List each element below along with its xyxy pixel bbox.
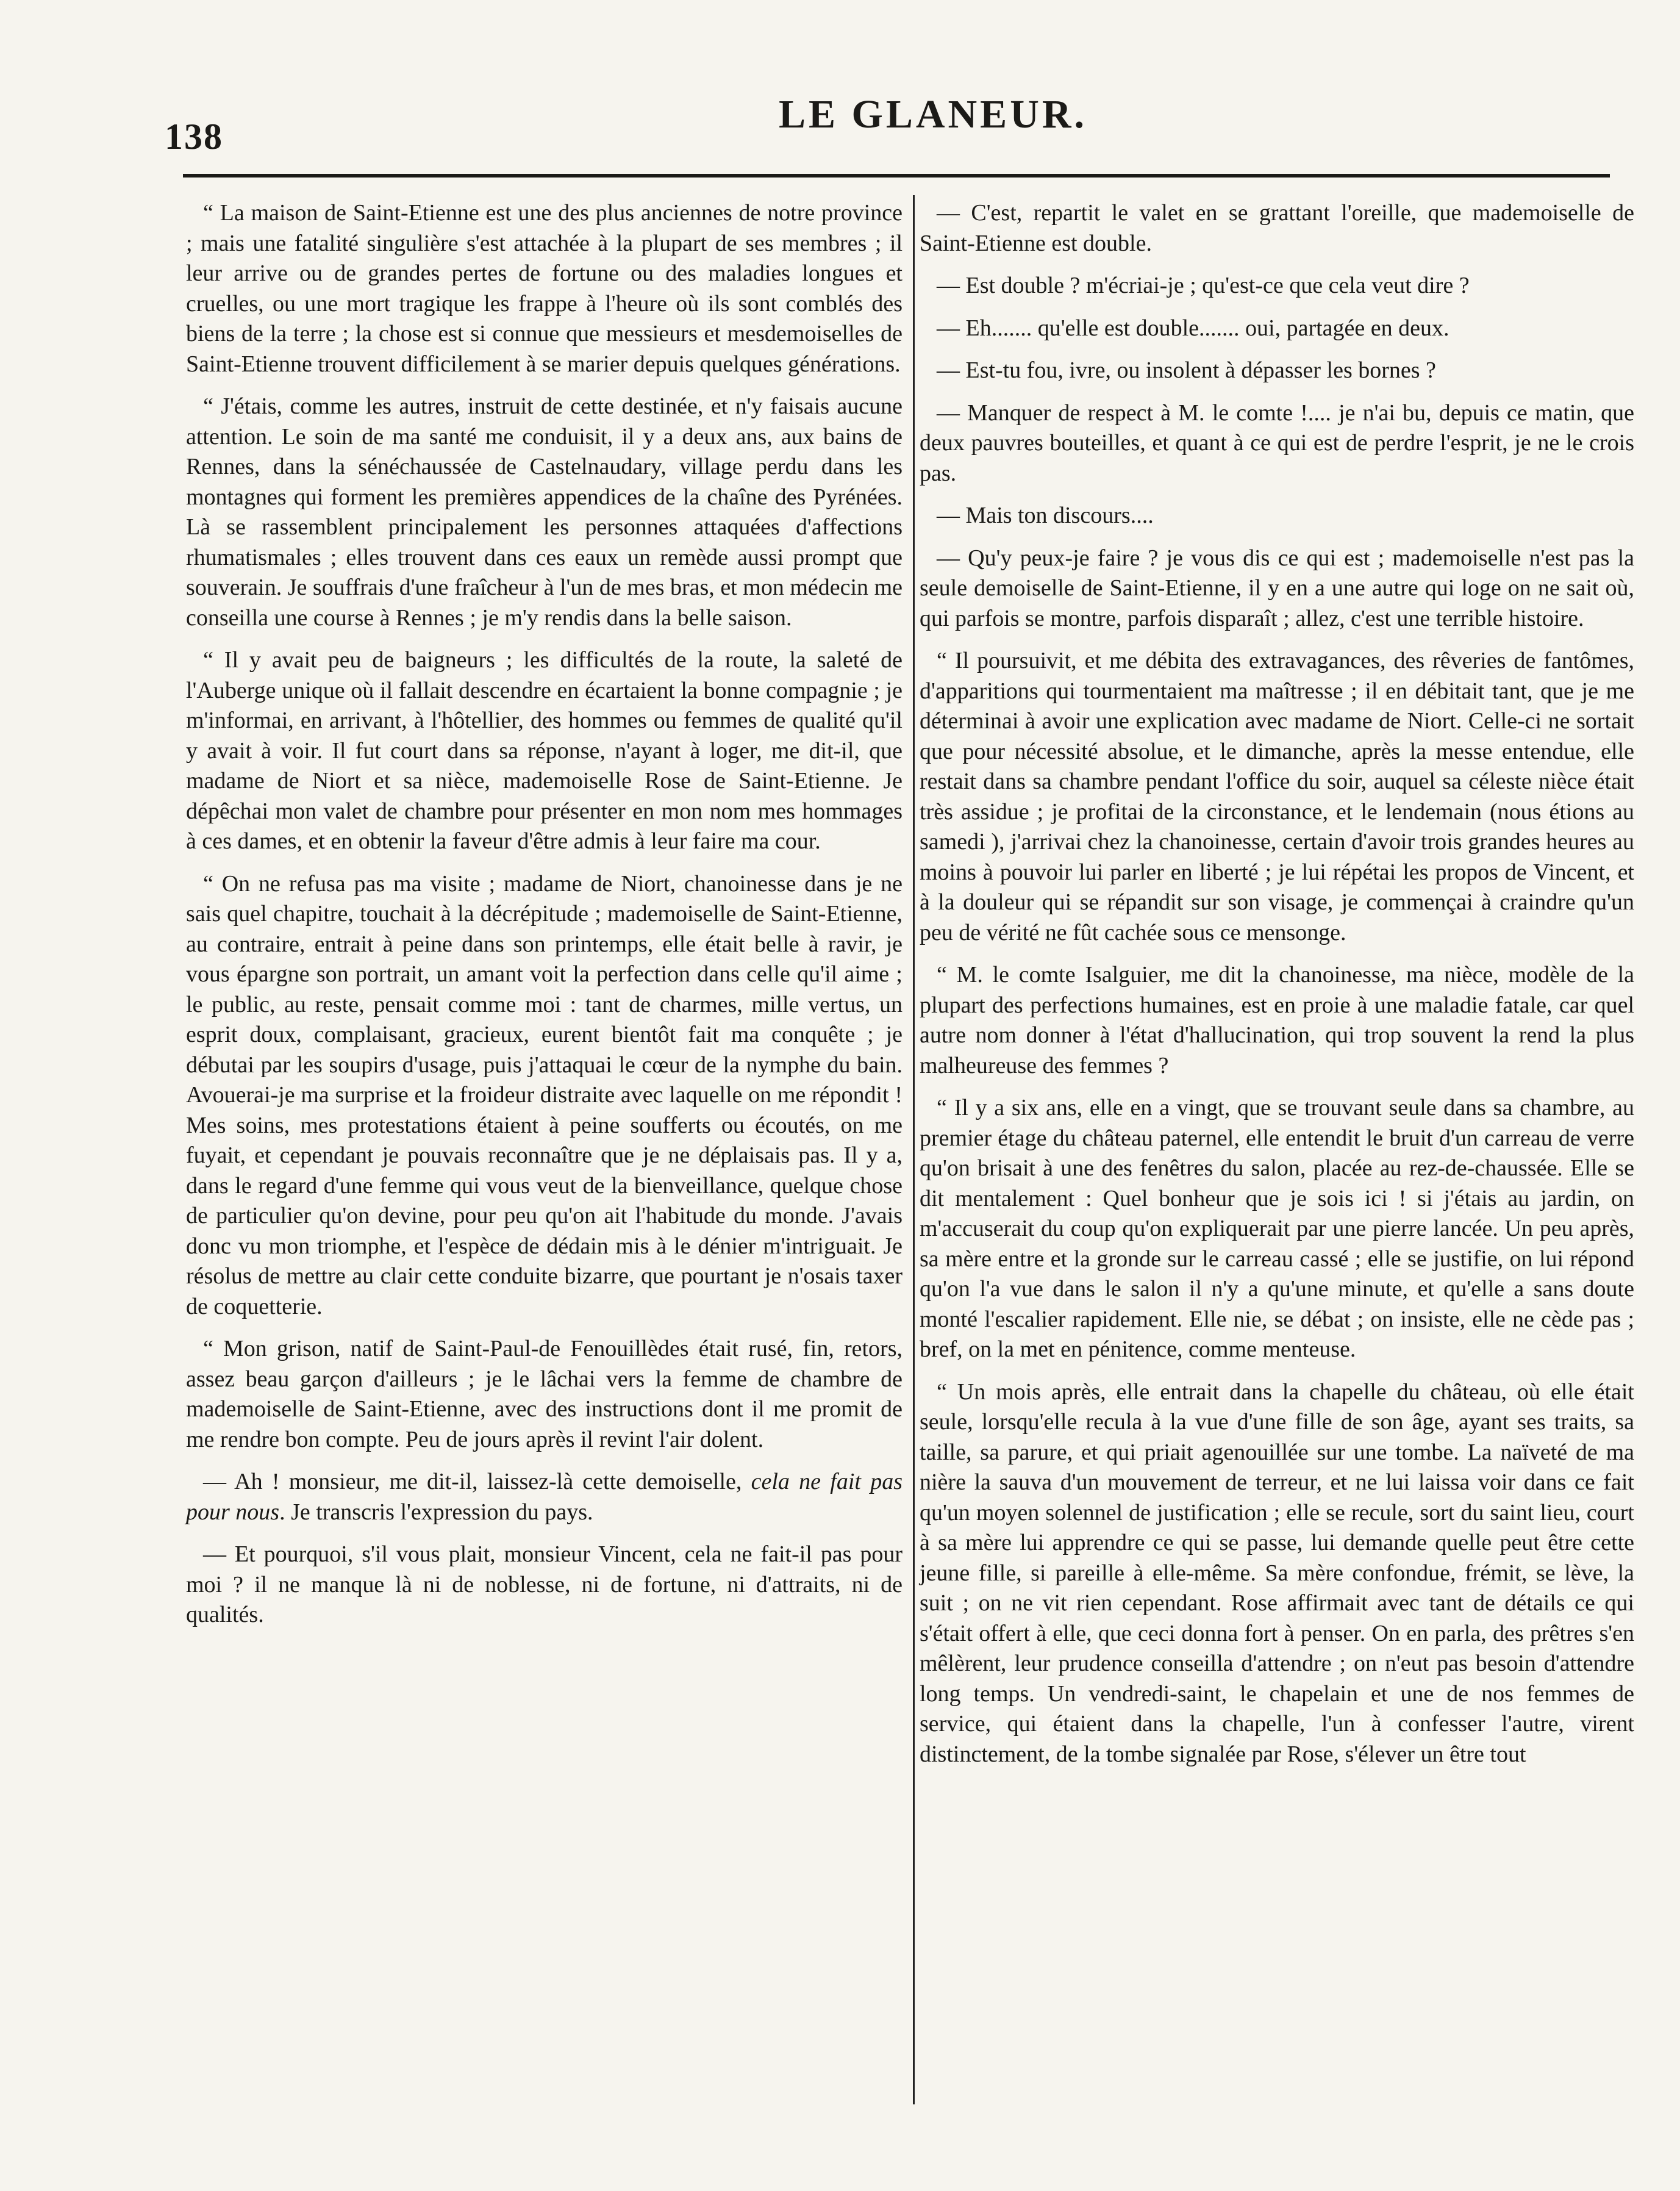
right-column (920, 198, 1634, 1782)
running-head-title: LE GLANEUR. (778, 92, 1088, 137)
paragraph: — Ah ! monsieur, me dit-il, laissez-là cette demoiselle, cela ne fait pas pour nous. Je transcris l'expression du pays. (186, 1469, 903, 1525)
paragraph: “ Il y avait peu de baigneurs ; les difficultés de la route, la saleté de l'Auberge unique où il fallait descendre en écartaient la bonne compagnie ; je m'informai, en arrivant, à l'hôtellier, des hommes ou femmes de qualité qu'il y avait à voir. Il fut court dans sa réponse, n'ayant à loger, me dit-il, que madame de Niort et sa nièce, mademoiselle Rose de Saint-Etienne. Je dépêchai mon valet de chambre pour présenter en mon nom mes hommages à ces dames, et en obtenir la faveur d'être admis à leur faire ma cour. (186, 647, 903, 854)
paragraph: — Est-tu fou, ivre, ou insolent à dépasser les bornes ? (937, 357, 1436, 383)
paragraph: “ On ne refusa pas ma visite ; madame de Niort, chanoinesse dans je ne sais quel chapitre, touchait à la décrépitude ; mademoiselle de Saint-Etienne, au contraire, entrait à peine dans son printemps, elle était belle à ravir, je vous épargne son portrait, un amant voit la perfection dans celle qu'il aime ; le public, au reste, pensait comme moi : tant de charmes, mille vertus, un esprit doux, complaisant, gracieux, eurent bientôt fait ma conquête ; je débutai par les soupirs d'usage, puis j'attaquai le cœur de la nymphe du bain. Avouerai-je ma surprise et la froideur distraite avec laquelle on me répondit ! Mes soins, mes protestations étaient à peine soufferts ou écoutés, on me fuyait, et cependant je pouvais reconnaître que je ne déplaisais pas. Il y a, dans le regard d'une femme qui vous veut de la bienveillance, quelque chose de particulier qu'on devine, pour peu qu'on ait l'habitude du monde. J'avais donc vu mon triomphe, et l'espèce de dédain mis à le dénier m'intriguait. Je résolus de mettre au clair cette conduite bizarre, que pourtant je n'osais taxer de coquetterie. (186, 870, 903, 1319)
paragraph: “ M. le comte Isalguier, me dit la chanoinesse, ma nièce, modèle de la plupart des perfections humaines, est en proie à une maladie fatale, car quel autre nom donner à l'état d'hallucination, qui trop souvent la rend la plus malheureuse des femmes ? (920, 962, 1634, 1078)
left-column (186, 198, 903, 1643)
paragraph: — Manquer de respect à M. le comte !.... je n'ai bu, depuis ce matin, que deux pauvres bouteilles, et quant à ce qui est de perdre l'esprit, je ne le crois pas. (920, 400, 1634, 486)
italic-phrase: cela ne fait pas pour nous (186, 1469, 903, 1525)
paragraph: — Eh....... qu'elle est double....... oui, partagée en deux. (937, 315, 1449, 341)
paragraph: “ J'étais, comme les autres, instruit de cette destinée, et n'y faisais aucune attention. Le soin de ma santé me conduisit, il y a deux ans, aux bains de Rennes, dans la sénéchaussée de Castelnaudary, village perdu dans les montagnes qui forment les premières appendices de la chaîne des Pyrénées. Là se rassemblent principalement les personnes attaquées d'affections rhumatismales ; elles trouvent dans ces eaux un remède aussi prompt que souverain. Je souffrais d'une fraîcheur à l'un de mes bras, et mon médecin me conseilla une course à Rennes ; je m'y rendis dans la belle saison. (186, 393, 903, 631)
paragraph: “ Mon grison, natif de Saint-Paul-de Fenouillèdes était rusé, fin, retors, assez beau garçon d'ailleurs ; je le lâchai vers la femme de chambre de mademoiselle de Saint-Etienne, avec des instructions dont il me promit de me rendre bon compte. Peu de jours après il revint l'air dolent. (186, 1336, 903, 1452)
paragraph: “ Un mois après, elle entrait dans la chapelle du château, où elle était seule, lorsqu'elle recula à la vue d'une fille de son âge, ayant ses traits, sa taille, sa parure, et qui priait agenouillée sur une tombe. La naïveté de ma nière la sauva d'un mouvement de terreur, et ne lui laissa voir dans ce fait qu'un moyen solennel de justification ; elle se recule, sort du saint lieu, court à sa mère lui apprendre ce qui se passe, lui demande quelle peut être cette jeune fille, si pareille à elle-même. Sa mère confondue, frémit, se lève, la suit ; on ne vit rien cependant. Rose affirmait avec tant de détails ce qui s'était offert à elle, que ceci donna fort à penser. On en parla, des prêtres s'en mêlèrent, leur prudence conseilla d'attendre ; on n'eut pas besoin d'attendre long temps. Un vendredi-saint, le chapelain et une de nos femmes de service, qui étaient dans la chapelle, l'un à confesser l'autre, virent distinctement, de la tombe signalée par Rose, s'élever un être tout (920, 1379, 1634, 1767)
header-rule (183, 174, 1610, 178)
paragraph: — Est double ? m'écriai-je ; qu'est-ce que cela veut dire ? (937, 273, 1470, 298)
paragraph: “ La maison de Saint-Etienne est une des plus anciennes de notre province ; mais une fatalité singulière s'est attachée à la plupart de ses membres ; il leur arrive ou de grandes pertes de fortune ou des maladies longues et cruelles, ou une mort tragique les frappe à l'heure où ils sont comblés des biens de la terre ; la chose est si connue que messieurs et mesdemoiselles de Saint-Etienne trouvent difficilement à se marier depuis quelques générations. (186, 200, 903, 377)
paragraph: — Mais ton discours.... (937, 503, 1154, 528)
paragraph: “ Il y a six ans, elle en a vingt, que se trouvant seule dans sa chambre, au premier étage du château paternel, elle entendit le bruit d'un carreau de verre qu'on brisait à une des fenêtres du salon, placée au rez-de-chaussée. Elle se dit mentalement : Quel bonheur que je sois ici ! si j'étais au jardin, on m'accuserait du coup qu'on expliquerait par une pierre lancée. Un peu après, sa mère entre et la gronde sur le carreau cassé ; elle se justifie, on lui répond qu'on l'a vue dans le salon il n'y a qu'une minute, et qu'elle a sans doute monté l'escalier rapidement. Elle nie, se débat ; on insiste, elle ne cède pas ; bref, on la met en pénitence, comme menteuse. (920, 1095, 1634, 1362)
paragraph: “ Il poursuivit, et me débita des extravagances, des rêveries de fantômes, d'apparitions qui tourmentaient ma maîtresse ; il en débitait tant, que je me déterminai à avoir une explication avec madame de Niort. Celle-ci ne sortait que pour nécessité absolue, et le dimanche, après la messe entendue, elle restait dans sa chambre pendant l'office du soir, auquel sa céleste nièce était très assidue ; je profitai de la circonstance, et le lendemain (nous étions au samedi ), j'arrivai chez la chanoinesse, certain d'avoir trois grandes heures au moins à pouvoir lui parler en liberté ; je lui répétai les propos de Vincent, et à la douleur qui se répandit sur son visage, je commençai à craindre qu'un peu de vérité ne fût cachée sous ce mensonge. (920, 648, 1634, 945)
column-divider (913, 195, 915, 2104)
paragraph: — Et pourquoi, s'il vous plait, monsieur Vincent, cela ne fait-il pas pour moi ? il ne manque là ni de noblesse, ni de fortune, ni d'attraits, ni de qualités. (186, 1541, 903, 1627)
paragraph: — Qu'y peux-je faire ? je vous dis ce qui est ; mademoiselle n'est pas la seule demoiselle de Saint-Etienne, il y en a une autre qui loge on ne sait où, qui parfois se montre, parfois disparaît ; allez, c'est une terrible histoire. (920, 545, 1634, 631)
page-number: 138 (165, 117, 223, 157)
paragraph: — C'est, repartit le valet en se grattant l'oreille, que mademoiselle de Saint-Etienne est double. (920, 200, 1634, 256)
